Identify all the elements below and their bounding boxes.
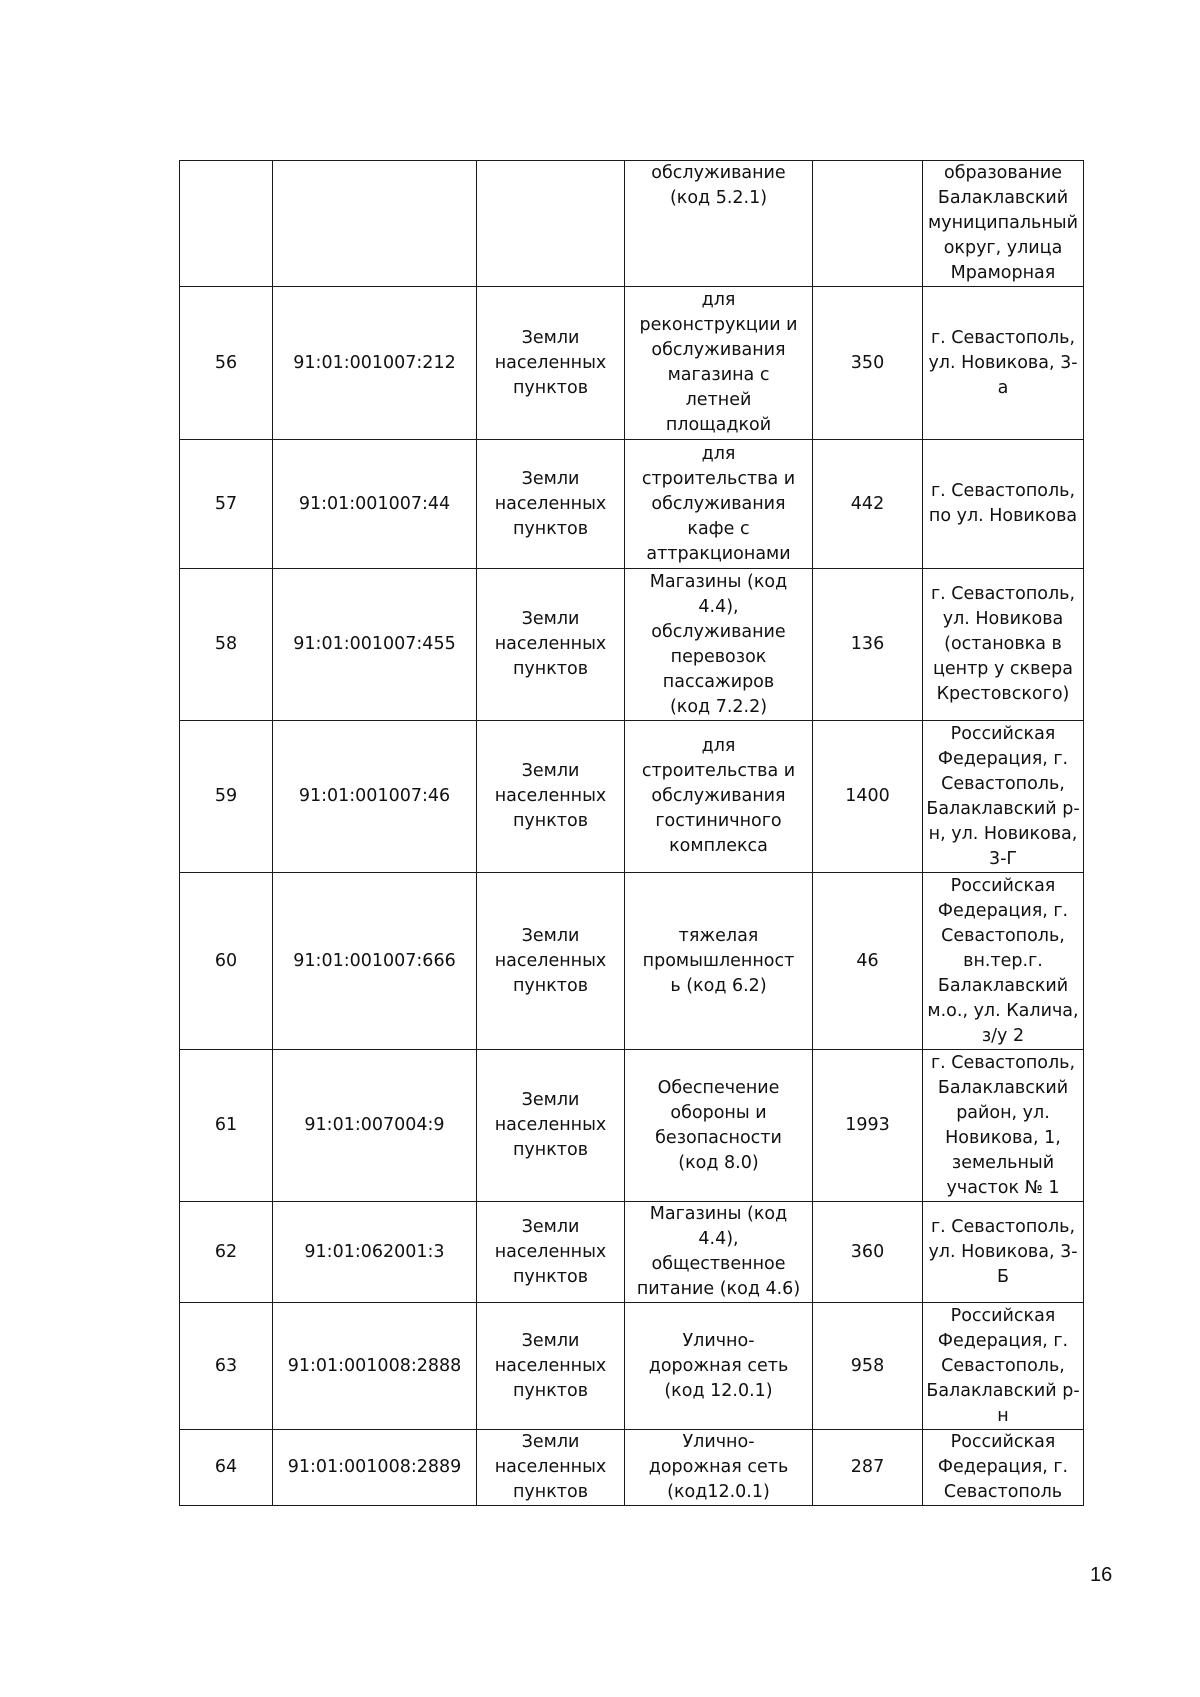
table-row (180, 873, 1084, 1050)
permitted-use-cell: Магазины (код 4.4), общественное питание (код 4.6) (625, 1202, 813, 1303)
table-row (180, 440, 1084, 569)
row-number-cell: 63 (180, 1303, 273, 1430)
table-row (180, 1202, 1084, 1303)
address-cell: г. Севастополь, ул. Новикова, 3-Б (923, 1202, 1084, 1303)
table-row (180, 1050, 1084, 1202)
land-category-cell: Земли населенных пунктов (477, 440, 625, 569)
table-row (180, 1430, 1084, 1506)
land-category-cell: Земли населенных пунктов (477, 569, 625, 721)
row-number-cell: 59 (180, 721, 273, 873)
row-number-cell: 60 (180, 873, 273, 1050)
address-cell: Российская Федерация, г. Севастополь, Балаклавский р- н, ул. Новикова, 3-Г (923, 721, 1084, 873)
cadastral-number-cell (273, 161, 477, 287)
row-number-cell: 62 (180, 1202, 273, 1303)
land-category-cell: Земли населенных пунктов (477, 1050, 625, 1202)
cadastral-number-cell: 91:01:001007:666 (273, 873, 477, 1050)
land-category-cell: Земли населенных пунктов (477, 287, 625, 440)
cadastral-number-cell: 91:01:001007:44 (273, 440, 477, 569)
table-row (180, 161, 1084, 287)
permitted-use-cell: Улично- дорожная сеть (код 12.0.1) (625, 1303, 813, 1430)
permitted-use-cell: для строительства и обслуживания кафе с аттракционами (625, 440, 813, 569)
address-cell: Российская Федерация, г. Севастополь, вн.тер.г. Балаклавский м.о., ул. Калича, з/у 2 (923, 873, 1084, 1050)
row-number-cell: 57 (180, 440, 273, 569)
permitted-use-cell: для строительства и обслуживания гостиничного комплекса (625, 721, 813, 873)
row-number-cell (180, 161, 273, 287)
address-cell: г. Севастополь, ул. Новикова, 3-а (923, 287, 1084, 440)
table-body (180, 161, 1084, 1506)
area-cell: 958 (813, 1303, 923, 1430)
address-cell: г. Севастополь, по ул. Новикова (923, 440, 1084, 569)
area-cell: 46 (813, 873, 923, 1050)
cadastral-number-cell: 91:01:001007:455 (273, 569, 477, 721)
land-category-cell: Земли населенных пунктов (477, 1303, 625, 1430)
row-number-cell: 58 (180, 569, 273, 721)
cadastral-number-cell: 91:01:007004:9 (273, 1050, 477, 1202)
land-category-cell: Земли населенных пунктов (477, 1202, 625, 1303)
row-number-cell: 61 (180, 1050, 273, 1202)
cadastral-number-cell: 91:01:062001:3 (273, 1202, 477, 1303)
area-cell: 136 (813, 569, 923, 721)
row-number-cell: 64 (180, 1430, 273, 1506)
permitted-use-cell: тяжелая промышленност ь (код 6.2) (625, 873, 813, 1050)
area-cell: 350 (813, 287, 923, 440)
address-cell: образование Балаклавский муниципальный округ, улица Мраморная (923, 161, 1084, 287)
land-category-cell: Земли населенных пунктов (477, 1430, 625, 1506)
land-category-cell: Земли населенных пунктов (477, 721, 625, 873)
land-category-cell: Земли населенных пунктов (477, 873, 625, 1050)
address-cell: г. Севастополь, ул. Новикова (остановка в центр у сквера Крестовского) (923, 569, 1084, 721)
area-cell: 1993 (813, 1050, 923, 1202)
land-plots-table (179, 160, 1084, 1506)
table-row (180, 569, 1084, 721)
area-cell: 360 (813, 1202, 923, 1303)
table-row (180, 287, 1084, 440)
address-cell: г. Севастополь, Балаклавский район, ул. Новикова, 1, земельный участок № 1 (923, 1050, 1084, 1202)
permitted-use-cell: Улично- дорожная сеть (код12.0.1) (625, 1430, 813, 1506)
row-number-cell: 56 (180, 287, 273, 440)
permitted-use-cell: Обеспечение обороны и безопасности (код 8.0) (625, 1050, 813, 1202)
land-category-cell (477, 161, 625, 287)
permitted-use-cell: Магазины (код 4.4), обслуживание перевозок пассажиров (код 7.2.2) (625, 569, 813, 721)
permitted-use-cell: для реконструкции и обслуживания магазина с летней площадкой (625, 287, 813, 440)
cadastral-number-cell: 91:01:001008:2888 (273, 1303, 477, 1430)
address-cell: Российская Федерация, г. Севастополь, Балаклавский р- н (923, 1303, 1084, 1430)
cadastral-number-cell: 91:01:001007:46 (273, 721, 477, 873)
area-cell: 287 (813, 1430, 923, 1506)
table-row (180, 1303, 1084, 1430)
page-number: 16 (1090, 1564, 1113, 1586)
table-row (180, 721, 1084, 873)
address-cell: Российская Федерация, г. Севастополь (923, 1430, 1084, 1506)
area-cell: 1400 (813, 721, 923, 873)
area-cell (813, 161, 923, 287)
cadastral-number-cell: 91:01:001008:2889 (273, 1430, 477, 1506)
permitted-use-cell: обслуживание (код 5.2.1) (625, 161, 813, 287)
cadastral-number-cell: 91:01:001007:212 (273, 287, 477, 440)
area-cell: 442 (813, 440, 923, 569)
